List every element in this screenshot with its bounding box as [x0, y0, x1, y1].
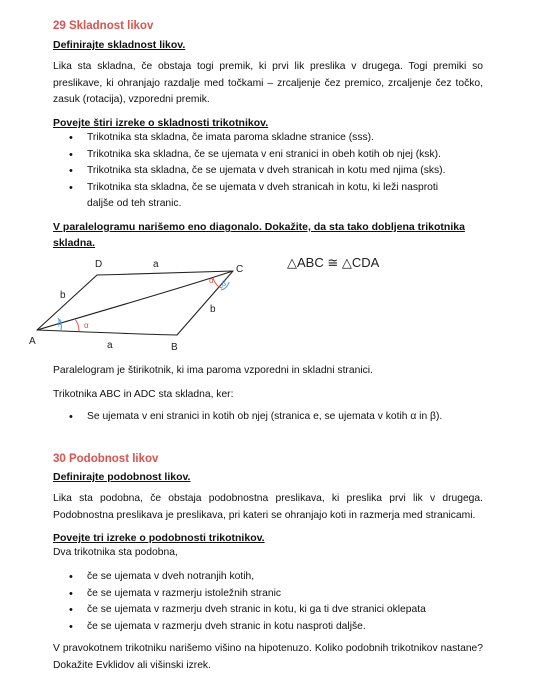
angle-label-alpha-A: α	[84, 321, 89, 330]
question-define-congruence: Definirajte skladnost likov.	[53, 39, 186, 51]
list-item: • če se ujemata v razmerju dveh stranic in kotu, ki ga ti dve stranici oklepata	[53, 602, 483, 619]
question-parallelogram-diagonal: V paralelogramu narišemo eno diagonalo. Dokažite, da sta tako dobljena trikotnika skladna.	[53, 221, 465, 249]
triangles-congruent-because: Trikotnika ABC in ADC sta skladna, ker:	[53, 389, 234, 400]
similarity-theorems-list	[53, 569, 483, 635]
list-item: • Trikotnika ska skladna, če se ujemata v eni stranici in obeh kotih ob njej (ksk).	[53, 147, 483, 164]
angle-label-alpha-C: α	[209, 276, 214, 285]
angle-label-beta-C: β	[222, 281, 227, 288]
list-item: • če se ujemata v razmerju dveh stranic in kotu nasproti daljše.	[53, 619, 483, 636]
angle-label-beta-A: β	[58, 320, 63, 327]
side-label-a-top: a	[153, 259, 159, 270]
list-item: • če se ujemata v razmerju istoležnih stranic	[53, 586, 483, 603]
vertex-label-B: B	[171, 342, 178, 352]
angle-alpha-at-C	[213, 278, 222, 288]
side-label-b-left: b	[60, 290, 66, 301]
vertex-label-D: D	[95, 259, 103, 270]
section-29-title: 29 Skladnost likov	[53, 20, 154, 32]
list-item: • Trikotnika sta skladna, če se ujemata v dveh stranicah in kotu med njima (sks).	[53, 163, 483, 180]
question-congruence-theorems: Povejte štiri izreke o skladnosti trikotnikov.	[53, 117, 269, 129]
reason-list	[53, 409, 483, 426]
side-label-b-right: b	[210, 304, 216, 315]
parallelogram-sketch	[25, 252, 445, 352]
right-triangle-question: V pravokotnem trikotniku narišemo višino na hipotenuzo. Koliko podobnih trikotnikov nastane? Dokažite Evklidov ali višinski izrek.	[53, 643, 483, 671]
list-item: • Trikotnika sta skladna, če se ujemata v dveh stranicah in kotu, ki leži nasproti daljše od teh stranic.	[53, 180, 483, 213]
side-label-a-bottom: a	[107, 340, 113, 351]
question-similarity-theorems: Povejte tri izreke o podobnosti trikotnikov.	[53, 532, 265, 544]
vertex-label-C: C	[236, 264, 244, 275]
similarity-definition-paragraph: Lika sta podobna, če obstaja podobnostna preslikava, ki preslika prvi lik v drugega. Podobnostna preslikava je preslikava, pri kateri se ohranjajo koti in razmerja med stranicami.	[53, 493, 483, 521]
list-item: • Trikotnika sta skladna, če imata paroma skladne stranice (sss).	[53, 130, 483, 147]
side-DC	[97, 271, 233, 275]
question-define-similarity: Definirajte podobnost likov.	[53, 471, 191, 483]
side-AB	[37, 330, 177, 335]
section-30-title: 30 Podobnost likov	[53, 453, 159, 465]
congruence-note: △ABC ≅ △CDA	[287, 255, 380, 270]
list-item: • Se ujemata v eni stranici in kotih ob njej (stranica e, se ujemata v kotih α in β).	[53, 409, 483, 426]
congruence-definition-paragraph: Lika sta skladna, če obstaja togi premik, ki prvi lik preslika v drugega. Togi premiki so preslikave, ki ohranjajo razdalje med točkami – zrcaljenje čez premico, zrcaljenje čez točko, zasuk (rotacija), vzporedni premik.	[53, 61, 483, 105]
similarity-intro: Dva trikotnika sta podobna,	[53, 547, 178, 558]
list-item: • če se ujemata v dveh notranjih kotih,	[53, 569, 483, 586]
diagonal-AC	[37, 271, 233, 330]
parallelogram-definition: Paralelogram je štirikotnik, ki ima paroma vzporedni in skladni stranici.	[53, 365, 373, 376]
congruence-theorems-list	[53, 130, 483, 213]
angle-alpha-at-A	[75, 319, 79, 331]
vertex-label-A: A	[29, 336, 36, 347]
